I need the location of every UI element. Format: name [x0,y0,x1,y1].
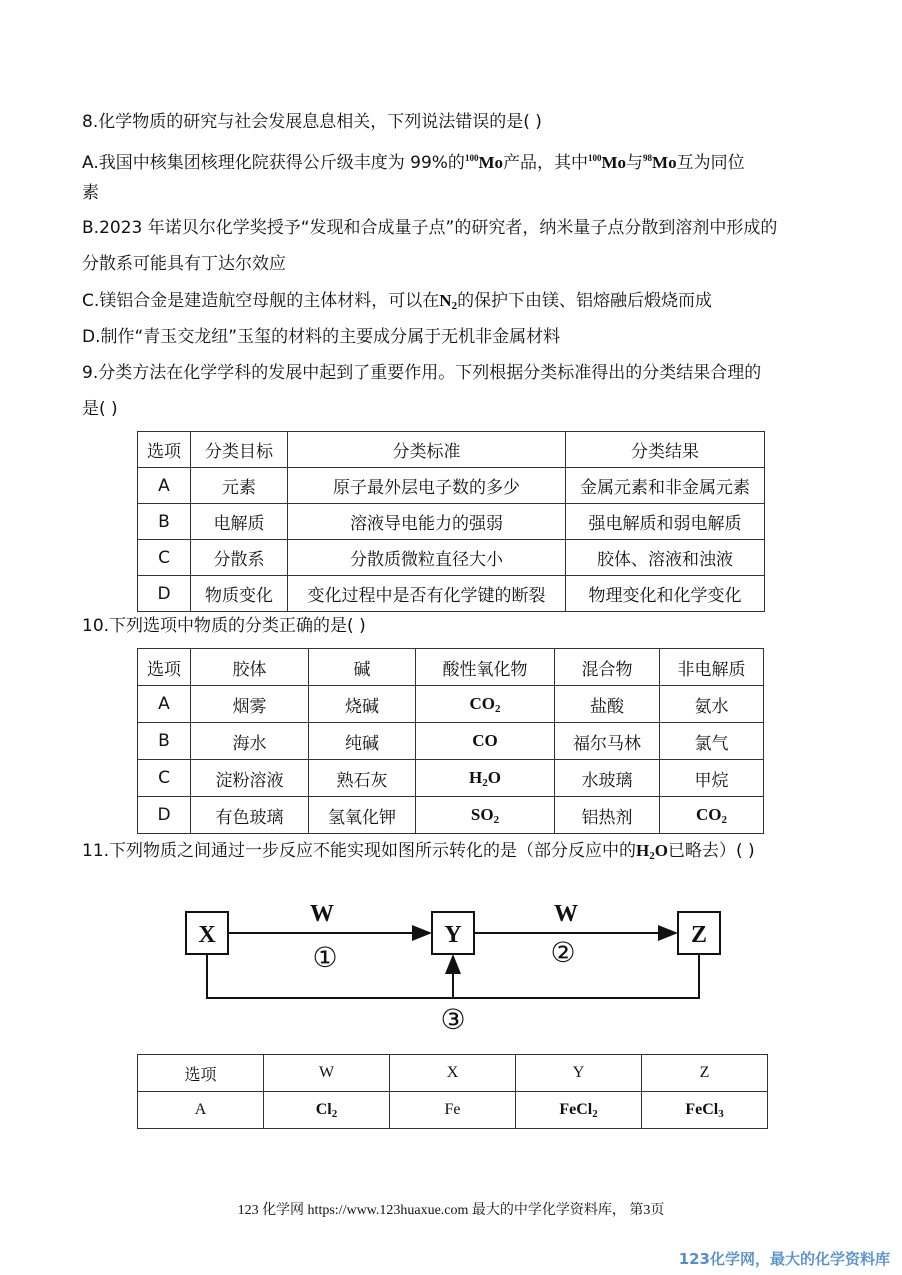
q8-a-text2: 产品，其中 [502,153,588,173]
table-header-cell: 选项 [138,649,191,686]
reagent-w1: W [310,901,334,927]
table-header-cell: 分类标准 [288,432,566,468]
q8-c-text: C.镁铝合金是建造航空母舰的主体材料，可以在 [82,291,440,311]
table-cell: D [138,576,191,612]
table-cell: B [138,723,191,760]
table-cell: 原子最外层电子数的多少 [288,468,566,504]
q8-option-b-line1: B.2023 年诺贝尔化学奖授予“发现和合成量子点”的研究者，纳米量子点分散到溶剂中形成的 [82,218,778,238]
table-cell: 氯气 [660,723,764,760]
table-cell-formula: CO [416,723,555,760]
table-cell: 烧碱 [309,686,416,723]
table-cell: 烟雾 [191,686,309,723]
table-header-cell: 酸性氧化物 [416,649,555,686]
q10-stem: 10.下列选项中物质的分类正确的是( ) [82,616,366,636]
table-cell: B [138,504,191,540]
mass-number: 100 [587,153,602,163]
table-header-cell: 选项 [138,1055,264,1092]
table-cell-formula: FeCl$_2$ [516,1092,642,1129]
watermark: 123化学网，最大的化学资料库 [678,1250,890,1268]
table-header-cell: Y [516,1055,642,1092]
table-header-row [138,1055,768,1092]
q8-stem: 8.化学物质的研究与社会发展息息相关，下列说法错误的是( ) [82,112,542,132]
table-header-cell: 混合物 [555,649,660,686]
table-cell: 胶体、溶液和浊液 [566,540,765,576]
table-header-cell: W [264,1055,390,1092]
page-footer: 123 化学网 https://www.123huaxue.com 最大的中学化学资料库， 第3页 [237,1203,665,1218]
table-cell-formula: $H_2O$ [416,760,555,797]
table-cell-formula: $Cl_2$ [264,1092,390,1129]
table-cell: D [138,797,191,834]
table-cell: 纯碱 [309,723,416,760]
formula-n2: N [439,291,452,310]
table-cell: 淀粉溶液 [191,760,309,797]
table-cell: 盐酸 [555,686,660,723]
table-cell: A [138,468,191,504]
table-cell: 氢氧化钾 [309,797,416,834]
mass-number: 100 [464,153,479,163]
table-cell-formula: $SO_2$ [416,797,555,834]
element-mo: Mo [478,153,503,172]
q8-a-text: A.我国中核集团核理化院获得公斤级丰度为 99%的 [82,153,465,173]
table-cell: 分散系 [191,540,288,576]
q8-c-text2: 的保护下由镁、铝熔融后煅烧而成 [457,291,713,311]
label-z: Z [690,922,708,948]
table-header-cell: 胶体 [191,649,309,686]
step-2-label: ② [550,936,576,969]
table-cell: 海水 [191,723,309,760]
q8-a-text3: 与 [626,153,644,173]
table-cell: 水玻璃 [555,760,660,797]
table-cell: 甲烷 [660,760,764,797]
table-header-cell: Z [642,1055,768,1092]
q9-stem-line1: 9.分类方法在化学学科的发展中起到了重要作用。下列根据分类标准得出的分类结果合理的 [82,363,762,383]
table-cell: 电解质 [191,504,288,540]
step-1-label: ① [312,941,338,974]
table-cell: 有色玻璃 [191,797,309,834]
formula-subscript: 2 [451,300,458,312]
table-cell-formula: $CO_2$ [416,686,555,723]
table-header-cell: 碱 [309,649,416,686]
element-mo: Mo [652,153,677,172]
q8-option-a-cont: 素 [82,183,99,203]
table-cell: C [138,760,191,797]
table-cell: C [138,540,191,576]
table-cell: 金属元素和非金属元素 [566,468,765,504]
step-3-label: ③ [440,1003,466,1036]
table-cell: 福尔马林 [555,723,660,760]
table-cell: 元素 [191,468,288,504]
formula-h2o: $H_2O$ [636,841,669,862]
q11-table [137,1054,768,1129]
table-cell: A [138,1092,264,1129]
q8-option-b-line2: 分散系可能具有丁达尔效应 [82,254,286,274]
table-cell: 分散质微粒直径大小 [288,540,566,576]
label-x: X [198,922,216,948]
table-cell: 氨水 [660,686,764,723]
q8-option-d: D.制作“青玉交龙纽”玉玺的材料的主要成分属于无机非金属材料 [82,327,561,347]
table-cell: 铝热剂 [555,797,660,834]
table-cell: A [138,686,191,723]
table-header-cell: 分类结果 [566,432,765,468]
table-header-cell: 选项 [138,432,191,468]
q8-a-text4: 互为同位 [676,153,745,173]
reagent-w2: W [554,901,578,927]
table-cell: 物理变化和化学变化 [566,576,765,612]
table-row [138,1092,768,1129]
table-cell: 溶液导电能力的强弱 [288,504,566,540]
q11-stem-text2: 已略去）( ) [668,841,755,861]
table-cell: Fe [390,1092,516,1129]
table-cell: 强电解质和弱电解质 [566,504,765,540]
table-cell: 物质变化 [191,576,288,612]
label-y: Y [444,922,462,948]
q9-stem-line2: 是( ) [82,399,118,419]
table-cell-formula: FeCl$_3$ [642,1092,768,1129]
table-cell: 熟石灰 [309,760,416,797]
table-header-cell: X [390,1055,516,1092]
q11-stem-text: 11.下列物质之间通过一步反应不能实现如图所示转化的是（部分反应中的 [82,841,637,861]
mass-number: 98 [643,153,653,163]
table-header-cell: 非电解质 [660,649,764,686]
table-cell-formula: $CO_2$ [660,797,764,834]
table-header-cell: 分类目标 [191,432,288,468]
element-mo: Mo [601,153,627,172]
table-cell: 变化过程中是否有化学键的断裂 [288,576,566,612]
